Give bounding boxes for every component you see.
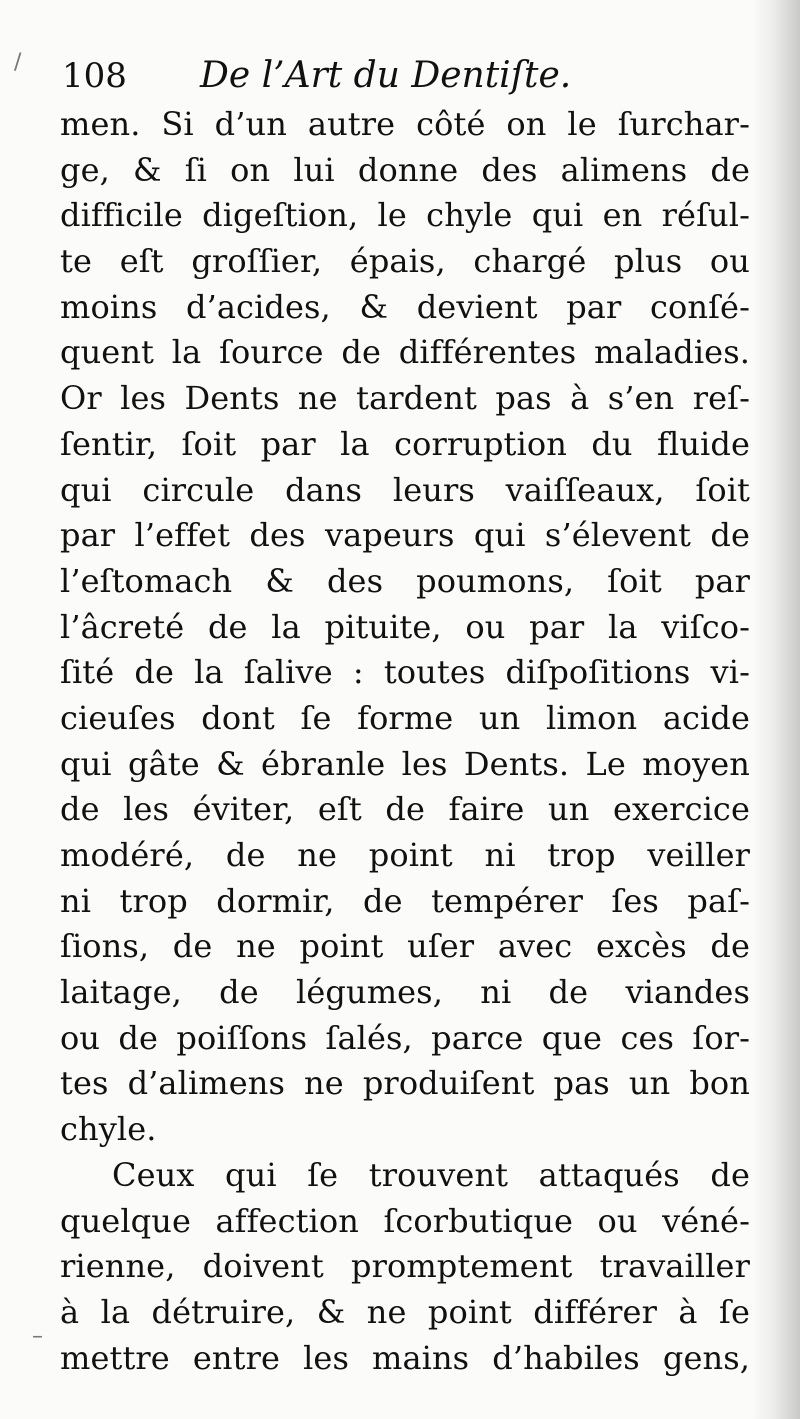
paragraph-first-line: Ceux qui ſe trouvent attaqués de (112, 1155, 750, 1194)
text-line: tes d’alimens ne produiſent pas un bon (60, 1064, 750, 1103)
text-line: qui circule dans leurs vaiſſeaux, ſoit (60, 470, 750, 509)
text-line: ni trop dormir, de tempérer ſes paſ- (60, 881, 750, 920)
text-line: quelque affection ſcorbutique ou véné- (60, 1201, 750, 1240)
text-line: ou de poiſſons ſalés, parce que ces ſor- (60, 1018, 750, 1057)
running-title: De l’Art du Dentiſte. (200, 55, 572, 96)
page-edge-shadow (752, 0, 800, 1419)
text-line: ſions, de ne point uſer avec excès de (60, 927, 750, 966)
text-line: laitage, de légumes, ni de viandes (60, 973, 750, 1012)
text-line: ge, & ſi on lui donne des alimens de (60, 150, 750, 189)
page-header (62, 52, 762, 100)
page-number: 108 (62, 56, 127, 96)
margin-dash-mark: – (32, 1324, 43, 1349)
text-line: par l’effet des vapeurs qui s’élevent de (60, 516, 750, 555)
text-line: ſité de la ſalive : toutes diſpoſitions vi- (60, 653, 750, 692)
text-line: modéré, de ne point ni trop veiller (60, 836, 750, 874)
text-line: chyle. (60, 1110, 157, 1149)
text-line: quent la ſource de différentes maladies. (60, 333, 750, 372)
text-line: difficile digeſtion, le chyle qui en réſul- (60, 196, 750, 235)
margin-pencil-mark: / (14, 50, 22, 75)
text-line: mettre entre les mains d’habiles gens, (60, 1338, 750, 1377)
text-line: l’âcreté de la pituite, ou par la viſco- (60, 607, 750, 646)
text-line: moins d’acides, & devient par conſé- (60, 287, 750, 326)
text-line: ſentir, ſoit par la corruption du fluide (60, 424, 750, 463)
text-line: Or les Dents ne tardent pas à s’en reſ- (60, 379, 750, 418)
text-line: de les éviter, eſt de faire un exercice (60, 790, 750, 829)
text-line: qui gâte & ébranle les Dents. Le moyen (60, 744, 750, 783)
text-line: men. Si d’un autre côté on le ſurchar- (60, 105, 750, 143)
text-line: rienne, doivent promptement travailler (60, 1247, 750, 1286)
text-line: l’eſtomach & des poumons, ſoit par (60, 561, 750, 600)
text-line: cieuſes dont ſe forme un limon acide (60, 698, 750, 737)
text-line: te eſt groſſier, épais, chargé plus ou (60, 242, 750, 281)
text-line: à la détruire, & ne point différer à ſe (60, 1292, 750, 1331)
body-text (60, 102, 750, 1381)
